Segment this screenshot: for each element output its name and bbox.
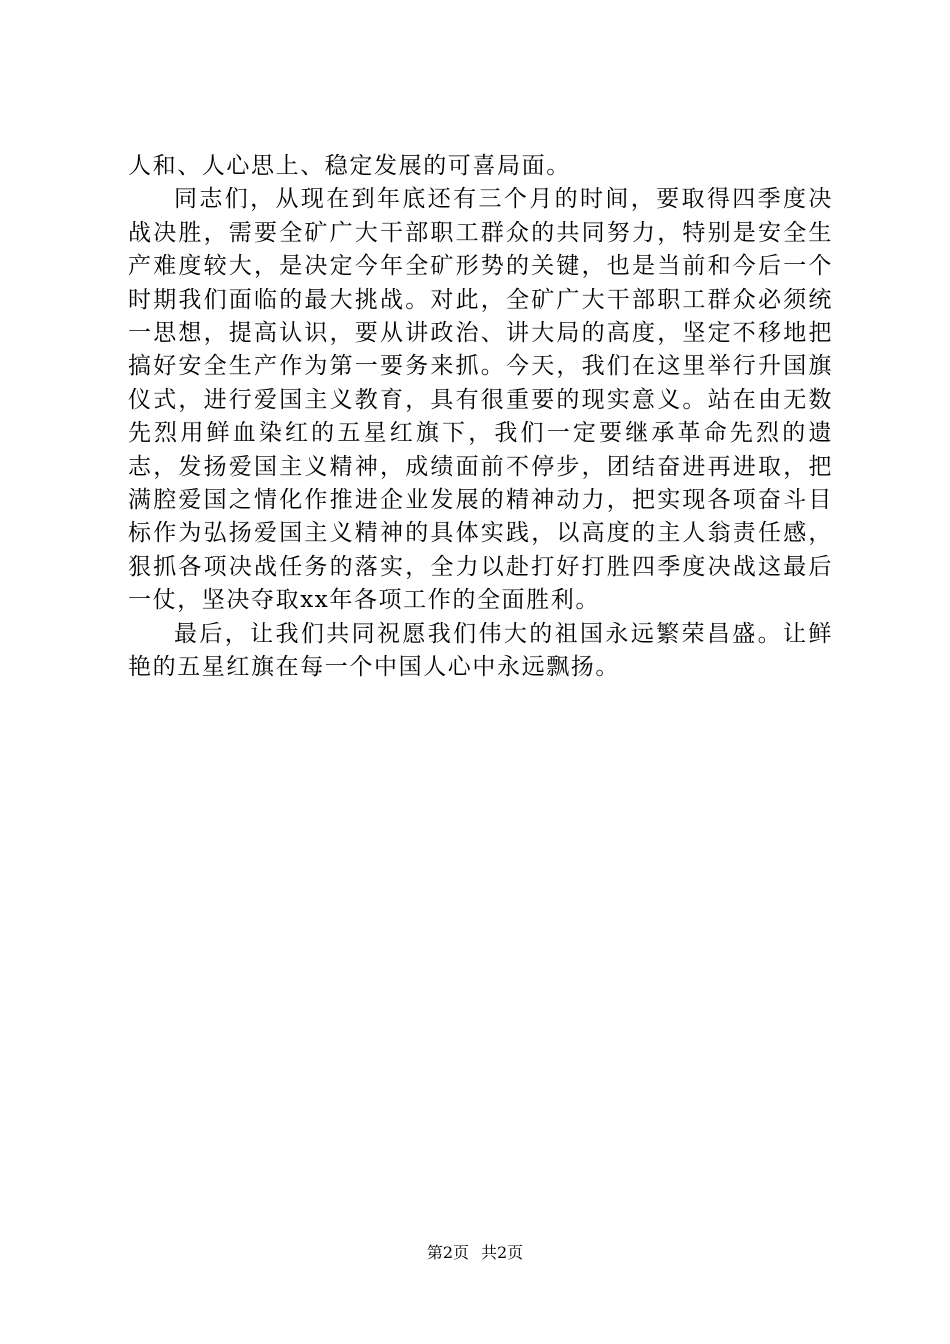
paragraph-3: 最后，让我们共同祝愿我们伟大的祖国永远繁荣昌盛。让鲜艳的五星红旗在每一个中国人心中永远飘扬。 [128,620,833,681]
page-number: 第2页 [426,1243,469,1262]
paragraph-1: 人和、人心思上、稳定发展的可喜局面。 [128,153,571,179]
page-footer [0,1243,950,1263]
page-total: 共2页 [481,1243,524,1262]
document-body [128,150,833,685]
paragraph-2: 同志们，从现在到年底还有三个月的时间，要取得四季度决战决胜，需要全矿广大干部职工群众的共同努力，特别是安全生产难度较大，是决定今年全矿形势的关键，也是当前和今后一个时期我们面临的最大挑战。对此，全矿广大干部职工群众必须统一思想，提高认识，要从讲政治、讲大局的高度，坚定不移地把搞好安全生产作为第一要务来抓。今天，我们在这里举行升国旗仪式，进行爱国主义教育，具有很重要的现实意义。站在由无数先烈用鲜血染红的五星红旗下，我们一定要继承革命先烈的遗志，发扬爱国主义精神，成绩面前不停步，团结奋进再进取，把满腔爱国之情化作推进企业发展的精神动力，把实现各项奋斗目标作为弘扬爱国主义精神的具体实践，以高度的主人翁责任感，狠抓各项决战任务的落实，全力以赴打好打胜四季度决战这最后一仗，坚决夺取xx年各项工作的全面胜利。 [128,186,833,614]
